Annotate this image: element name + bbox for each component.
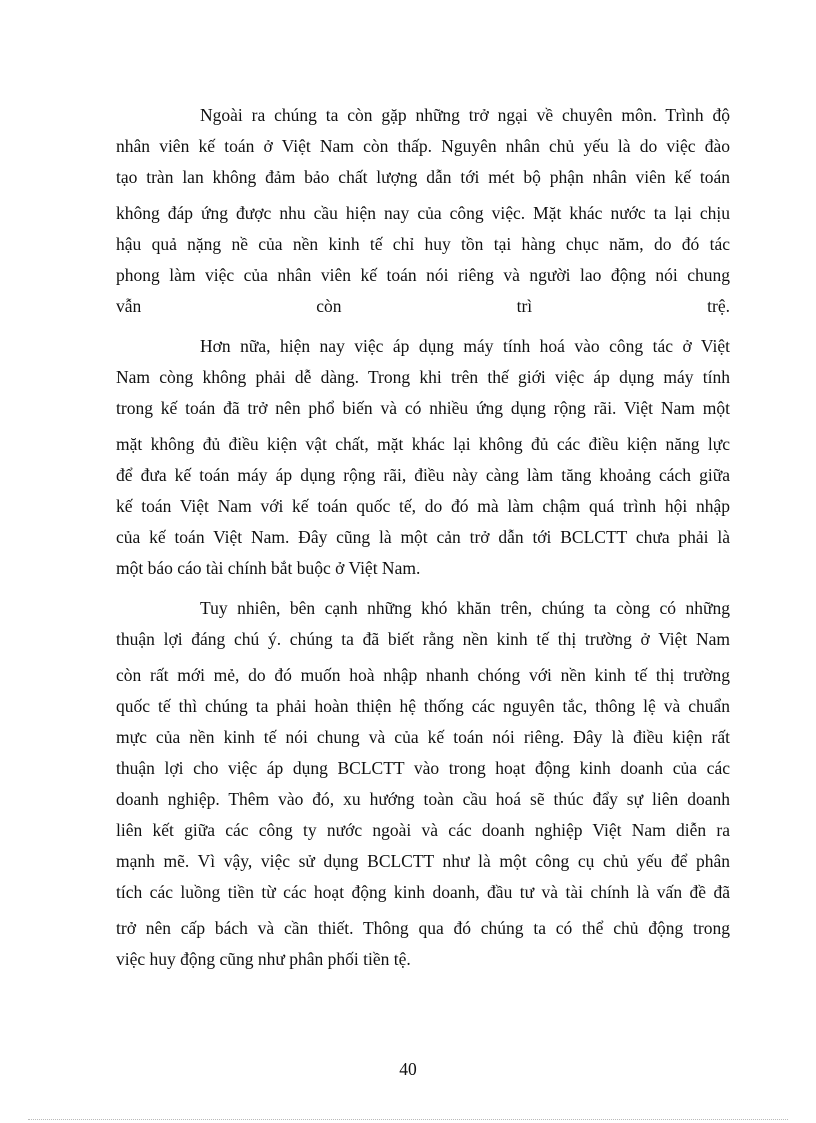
page-number: 40 — [399, 1059, 417, 1079]
text-line: thuận lợi cho việc áp dụng BCLCTT vào trong hoạt động kinh doanh của các — [116, 758, 730, 778]
text-line: Hơn nữa, hiện nay việc áp dụng máy tính hoá vào công tác ở Việt — [200, 336, 730, 356]
text-line: tích các luồng tiền từ các hoạt động kinh doanh, đầu tư và tài chính là vấn đề đã — [116, 882, 730, 902]
text-line: quốc tế thì chúng ta phải hoàn thiện hệ thống các nguyên tắc, thông lệ và chuẩn — [116, 696, 730, 716]
text-line: Tuy nhiên, bên cạnh những khó khăn trên, chúng ta còng có những — [200, 598, 730, 618]
text-line: một báo cáo tài chính bắt buộc ở Việt Nam. — [116, 558, 421, 578]
text-line: mực của nền kinh tế nói chung và của kế toán nói riêng. Đây là điều kiện rất — [116, 727, 730, 747]
text-line: còn rất mới mẻ, do đó muốn hoà nhập nhanh chóng với nền kinh tế thị trường — [116, 665, 730, 685]
text-line: vẫn còn trì trệ. — [116, 296, 730, 316]
text-line: Nam còng không phải dễ dàng. Trong khi trên thế giới việc áp dụng máy tính — [116, 367, 730, 387]
text-line: trở nên cấp bách và cần thiết. Thông qua đó chúng ta có thể chủ động trong — [116, 918, 730, 938]
text-line: hậu quả nặng nề của nền kinh tế chỉ huy tồn tại hàng chục năm, do đó tác — [116, 234, 730, 254]
text-line: mặt không đủ điều kiện vật chất, mặt khác lại không đủ các điều kiện năng lực — [116, 434, 730, 454]
text-line: của kế toán Việt Nam. Đây cũng là một cản trở dẫn tới BCLCTT chưa phải là — [116, 527, 730, 547]
text-line: doanh nghiệp. Thêm vào đó, xu hướng toàn cầu hoá sẽ thúc đẩy sự liên doanh — [116, 789, 730, 809]
text-line: nhân viên kế toán ở Việt Nam còn thấp. Nguyên nhân chủ yếu là do việc đào — [116, 136, 730, 156]
text-line: không đáp ứng được nhu cầu hiện nay của công việc. Mặt khác nước ta lại chịu — [116, 203, 730, 223]
text-line: kế toán Việt Nam với kế toán quốc tế, do đó mà làm chậm quá trình hội nhập — [116, 496, 730, 516]
text-line: Ngoài ra chúng ta còn gặp những trở ngại về chuyên môn. Trình độ — [200, 105, 730, 125]
text-line: việc huy động cũng như phân phối tiền tệ. — [116, 949, 411, 969]
text-line: tạo tràn lan không đảm bảo chất lượng dẫn tới mét bộ phận nhân viên kế toán — [116, 167, 730, 187]
text-line: mạnh mẽ. Vì vậy, việc sử dụng BCLCTT như là một công cụ chủ yếu để phân — [116, 851, 730, 871]
text-line: để đưa kế toán máy áp dụng rộng rãi, điều này càng làm tăng khoảng cách giữa — [116, 465, 730, 485]
page-bottom-divider — [28, 1119, 788, 1120]
text-line: phong làm việc của nhân viên kế toán nói riêng và người lao động nói chung — [116, 265, 730, 285]
text-line: thuận lợi đáng chú ý. chúng ta đã biết rằng nền kinh tế thị trường ở Việt Nam — [116, 629, 730, 649]
text-line: trong kế toán đã trở nên phổ biến và có nhiều ứng dụng rộng rãi. Việt Nam một — [116, 398, 730, 418]
text-line: liên kết giữa các công ty nước ngoài và các doanh nghiệp Việt Nam diễn ra — [116, 820, 730, 840]
